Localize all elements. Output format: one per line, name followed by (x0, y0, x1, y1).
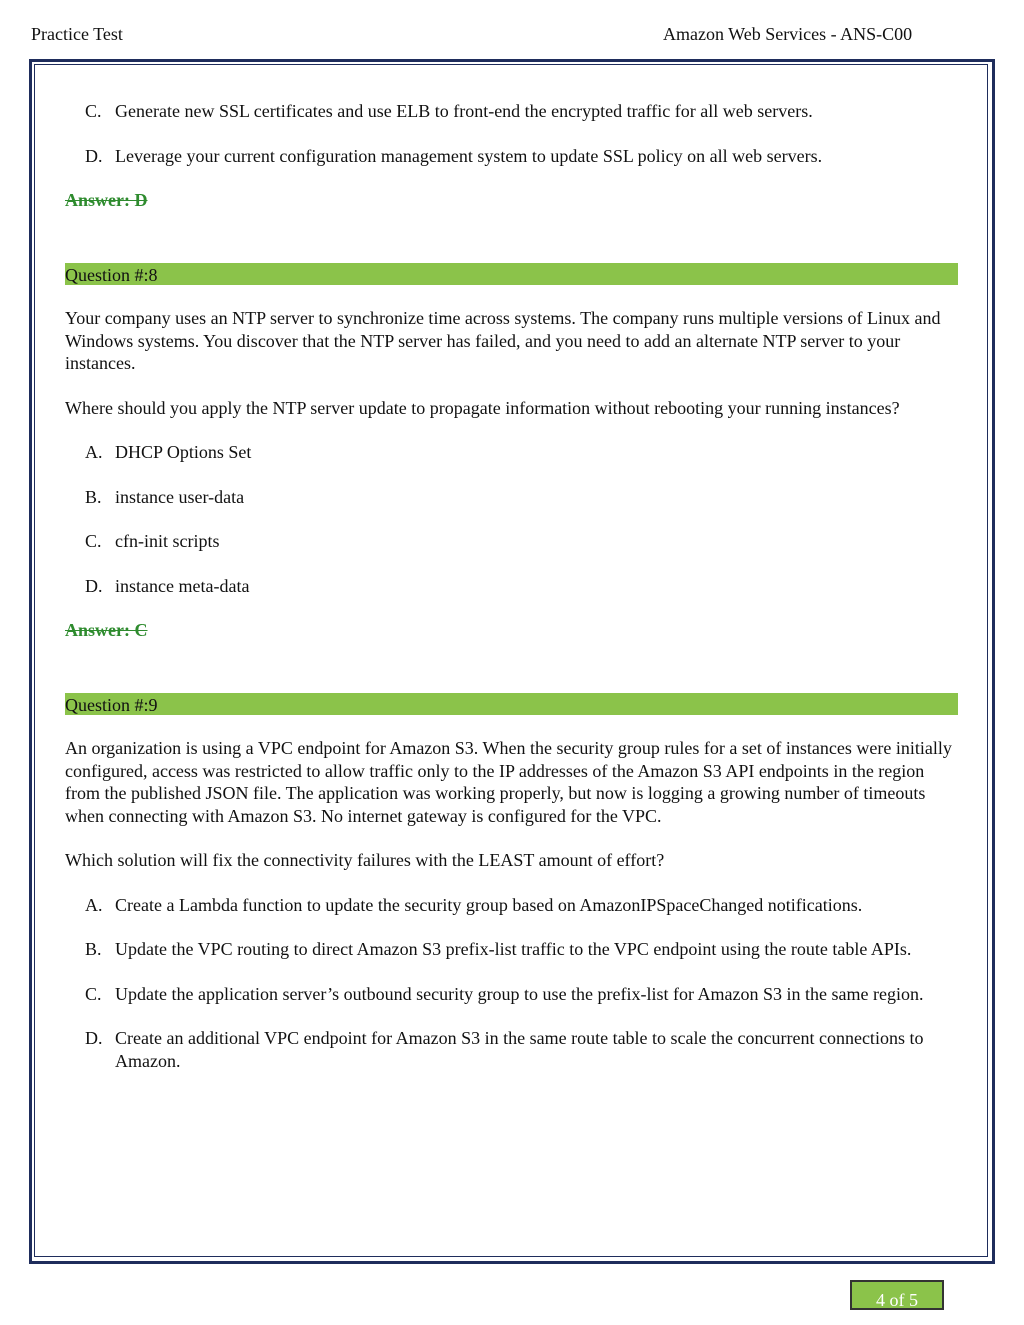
option-d (85, 575, 960, 598)
header-title-right: Amazon Web Services - ANS-C00 (663, 24, 913, 44)
answer-label: Answer: C (65, 620, 148, 640)
option-a (85, 441, 960, 464)
option-text: cfn-init scripts (115, 531, 220, 551)
option-letter: D. (85, 575, 103, 596)
question-header-9: Question #:9 (65, 693, 958, 715)
option-text: Leverage your current configuration management system to update SSL policy on all web servers. (115, 145, 823, 166)
option-letter: C. (85, 531, 102, 551)
option-text: DHCP Options Set (115, 442, 252, 462)
option-text: Create a Lambda function to update the security group based on AmazonIPSpaceChanged notifications. (115, 894, 863, 915)
option-b (85, 486, 960, 509)
option-c (85, 530, 960, 553)
option-text: Update the application server’s outbound security group to use the prefix-list for Amazon S3 in the same region. (115, 983, 924, 1004)
page-number: 4 of 5 (876, 1290, 918, 1310)
option-d (85, 145, 960, 168)
option-c (85, 100, 960, 123)
header-title-left: Practice Test (31, 24, 123, 44)
option-letter: A. (85, 894, 103, 915)
page-number-badge (850, 1280, 944, 1310)
option-d (85, 1027, 960, 1072)
option-text: Create an additional VPC endpoint for Amazon S3 in the same route table to scale the concurrent connections to Amazon. (115, 1028, 924, 1071)
page-header (0, 24, 1024, 48)
document-content (65, 100, 960, 1094)
question-body: Your company uses an NTP server to synchronize time across systems. The company runs multiple versions of Linux and Windows systems. You discover that the NTP server has failed, and you need to add an alternate NTP server to your instances. (65, 308, 941, 373)
option-text: instance user-data (115, 486, 245, 507)
answer-label: Answer: D (65, 190, 148, 210)
option-text: instance meta-data (115, 575, 250, 596)
option-letter: D. (85, 1028, 103, 1048)
option-text: Update the VPC routing to direct Amazon S3 prefix-list traffic to the VPC endpoint using the route table APIs. (115, 939, 912, 959)
option-text: Generate new SSL certificates and use ELB to front-end the encrypted traffic for all web servers. (115, 101, 813, 121)
option-a (85, 894, 960, 917)
question-header-8: Question #:8 (65, 263, 958, 285)
option-letter: B. (85, 486, 102, 507)
question-prompt: Which solution will fix the connectivity failures with the LEAST amount of effort? (65, 850, 665, 870)
question-body: An organization is using a VPC endpoint for Amazon S3. When the security group rules for a set of instances were initially configured, access was restricted to allow traffic only to the IP addresses of the Amazon S3 API endpoints in the region from the published JSON file. The application was working properly, but now is logging a growing number of timeouts when connecting with Amazon S3. No internet gateway is configured for the VPC. (65, 738, 952, 826)
option-letter: C. (85, 101, 102, 121)
option-letter: B. (85, 939, 102, 959)
question-prompt: Where should you apply the NTP server update to propagate information without rebooting your running instances? (65, 397, 900, 418)
option-c (85, 983, 960, 1006)
option-letter: C. (85, 983, 102, 1004)
option-letter: A. (85, 442, 103, 462)
option-letter: D. (85, 145, 103, 166)
option-b (85, 938, 960, 961)
